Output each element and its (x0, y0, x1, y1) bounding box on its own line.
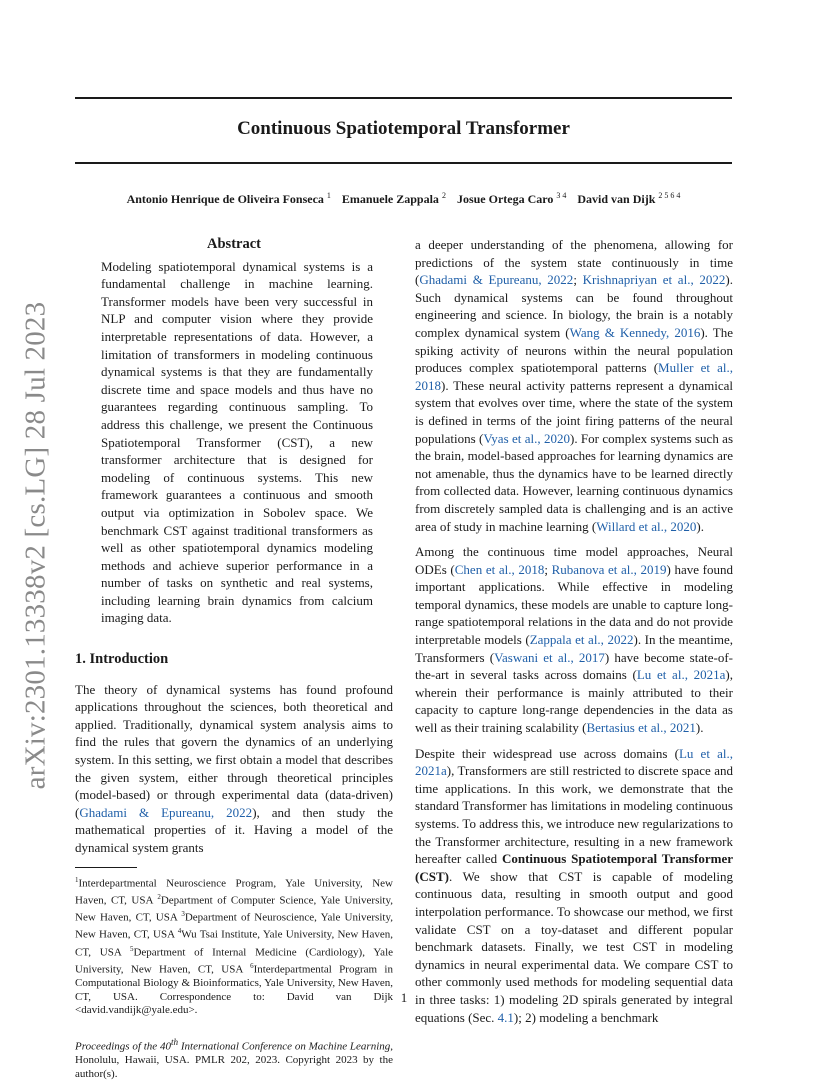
citation-link[interactable]: Muller et al., 2018 (415, 360, 733, 393)
citation-link[interactable]: Rubanova et al., 2019 (551, 561, 667, 577)
body-paragraph: Despite their widespread use across domains (Lu et al., 2021a), Transformers are still restricted to discrete space and time applications. In this work, we demonstrate that the standard Transformer has limitations in modeling continuous systems. To address this, we introduce new regularizations to the Transformer architecture, resulting in a new framework hereafter called Continuous Spatiotemporal Transformer (CST). We show that CST is capable of modeling continuous data, resulting in smooth output and good interpolation performance. To showcase our method, we first validate CST on a toy-dataset and different popular benchmark datasets. Finally, we test CST in modeling dynamics in neural experimental data. We compare CST to other commonly used methods for modeling sequential data in three tasks: 1) modeling 2D spirals generated by integral equations (Sec. 4.1); 2) modeling a benchmark (415, 745, 734, 1025)
section-heading-introduction: 1. Introduction (75, 651, 169, 668)
footnote-divider (75, 867, 137, 868)
abstract-heading: Abstract (207, 236, 261, 252)
intro-paragraph: The theory of dynamical systems has found profound applications throughout the sciences, both theoretical and applied. Traditionally, dynamical system analysis aims to find the rules that govern the dynamics of an underlying system. In this setting, we first obtain a model that describes the given system, either through theoretical principles (model-based) or through experimental data (data-driven) (Ghadami & Epureanu, 2022), and then study the mathematical properties of it. Having a model of the dynamical system grants (75, 681, 393, 855)
author: Antonio Henrique de Oliveira Fonseca $^1$ (126, 191, 331, 206)
left-column (75, 236, 393, 1081)
author: Emanuele Zappala $^2$ (341, 191, 446, 206)
citation-link[interactable]: Willard et al., 2020 (596, 518, 697, 534)
method-name: Continuous Spatiotemporal Transformer (CST) (415, 851, 733, 884)
citation-link[interactable]: Vaswani et al., 2017 (494, 649, 605, 665)
author: Josue Ortega Caro $^{3 4}$ (456, 191, 567, 206)
author: David van Dijk $^{2 5 6 4}$ (577, 191, 681, 206)
citation-link[interactable]: Zappala et al., 2022 (529, 632, 634, 648)
proceedings-note: Proceedings of the 40th International Conference on Machine Learning, Honolulu, Hawaii, USA. PMLR 202, 2023. Copyright 2023 by the author(s). (75, 1036, 393, 1080)
body-paragraph: Among the continuous time model approaches, Neural ODEs (Chen et al., 2018; Rubanova et al., 2019) have found important applications. While effective in modeling temporal dynamics, these models are unable to capture long-range spatiotemporal relations in the data and do not provide interpretable models (Zappala et al., 2022). In the meantime, Transformers (Vaswani et al., 2017) have become state-of-the-art in several tasks across domains (Lu et al., 2021a), wherein their performance is mainly attributed to their capacity to capture long-range dependencies in the data as well as their training scalability (Bertasius et al., 2021). (415, 544, 733, 736)
abstract-text: Modeling spatiotemporal dynamical systems is a fundamental challenge in machine learning. Transformer models have been very successful in NLP and computer vision where they provide interpretable representations of data. However, a limitation of transformers in modeling continuous dynamical systems is that they are fundamentally discrete time and space models and thus have no guarantees regarding continuous sampling. To address this challenge, we present the Continuous Spatiotemporal Transformer (CST), a new transformer architecture that is designed for modeling of continuous systems. This new framework guarantees a continuous and smooth output via optimization in Sobolev space. We benchmark CST against traditional transformers as well as other spatiotemporal dynamics modeling methods and achieve superior performance in a number of tasks on synthetic and real systems, including learning brain dynamics from calcium imaging data. (101, 258, 373, 626)
citation-link[interactable]: Ghadami & Epureanu, 2022 (419, 272, 574, 288)
citation-link[interactable]: Lu et al., 2021a (415, 745, 733, 779)
right-column (415, 236, 733, 1026)
section-reference-link[interactable]: 4.1 (497, 1009, 514, 1025)
arxiv-side-stamp (19, 300, 52, 790)
citation-link[interactable]: Vyas et al., 2020 (483, 430, 570, 446)
affiliation-footnotes: $^1$Interdepartmental Neuroscience Program, Yale University, New Haven, CT, USA $^2$Department of Computer Science, Yale University, New Haven, CT, USA $^3$Department of Neuroscience, Yale University, New Haven, CT, USA $^4$Wu Tsai Institute, Yale University, New Haven, CT, USA $^5$Department of Internal Medicine (Cardiology), Yale University, New Haven, CT, USA $^6$Interdepartmental Program in Computational Biology & Bioinformatics, Yale University, New Haven, CT, USA. Correspondence to: David van Dijk <david.vandijk@yale.edu>. (75, 875, 394, 1017)
citation-link[interactable]: Chen et al., 2018 (454, 561, 545, 577)
citation-link[interactable]: Krishnapriyan et al., 2022 (582, 272, 726, 288)
title-rule-top (75, 97, 732, 99)
citation-link[interactable]: Bertasius et al., 2021 (586, 720, 696, 736)
correspondence-note: Correspondence to: David van Dijk <david.vandijk@yale.edu>. (75, 990, 394, 1017)
arxiv-identifier: arXiv:2301.13338v2 [cs.LG] 28 Jul 2023 (19, 301, 52, 789)
title-rule-bottom (75, 162, 732, 164)
paper-title: Continuous Spatiotemporal Transformer (237, 118, 570, 139)
citation-link[interactable]: Lu et al., 2021a (636, 667, 726, 683)
page-number: 1 (400, 990, 408, 1005)
citation-link[interactable]: Ghadami & Epureanu, 2022 (79, 804, 253, 820)
body-paragraph: a deeper understanding of the phenomena, allowing for predictions of the system state continuously in time (Ghadami & Epureanu, 2022; Krishnapriyan et al., 2022). Such dynamical systems can be found throughout engineering and science. In biology, the brain is a notably complex dynamical system (Wang & Kennedy, 2016). The spiking activity of neurons within the neural population produces complex spatiotemporal patterns (Muller et al., 2018). These neural activity patterns represent a dynamical system that evolves over time, where the state of the system is defined in terms of the joint firing patterns of the neural populations (Vyas et al., 2020). For complex systems such as the brain, model-based approaches for learning dynamics are not amenable, thus the dynamics have to be learned directly from collected data. However, learning continuous dynamics from discretely sampled data is challenging and is an active area of study in machine learning (Willard et al., 2020). (415, 237, 734, 534)
citation-link[interactable]: Wang & Kennedy, 2016 (569, 324, 701, 340)
author-list (75, 191, 732, 207)
